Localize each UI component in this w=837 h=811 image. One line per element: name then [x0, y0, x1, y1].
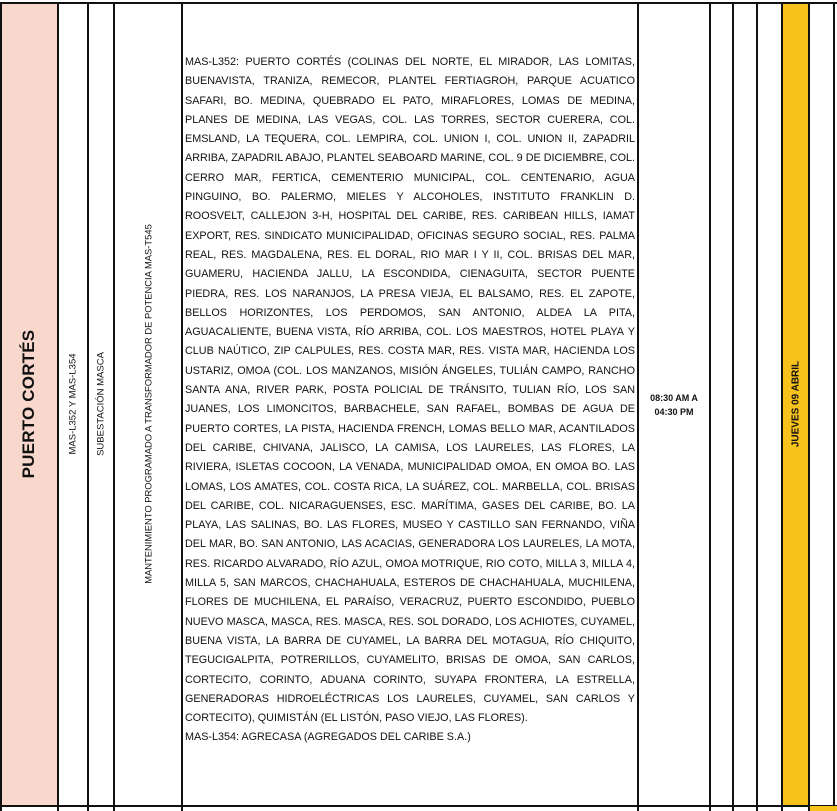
time-end: 04:30 PM — [654, 407, 694, 417]
top-border — [0, 2, 837, 4]
date-cell-next-row — [810, 806, 837, 811]
substation-label: SUBESTACIÓN MASCA — [95, 352, 107, 456]
grid-line — [87, 3, 89, 811]
grid-line — [181, 3, 183, 811]
grid-line — [0, 3, 2, 811]
circuit-l352-areas: MAS-L352: PUERTO CORTÉS (COLINAS DEL NORTE, EL MIRADOR, LAS LOMITAS, BUENAVISTA, TRANIZA, REMECOR, PLANTEL FERTIAGROH, PARQUE ACUATICO SAFARI, BO. MEDINA, QUEBRADO EL PATO, MIRAFLORES, LOMAS DE MEDINA, PLANES DE MEDINA, LAS VEGAS, COL. LAS TORRES, SECTOR CUERERA, COL. EMSLAND, LA TEQUERA, COL. LEMPIRA, COL. UNION I, COL. UNION II, ZAPADRIL ARRIBA, ZAPADRIL ABAJO, PLANTEL SEABOARD MARINE, COL. 9 DE DICIEMBRE, COL. CERRO MAR, FERTICA, CEMENTERIO MUNICIPAL, COL. CENTENARIO, AGUA PINGUINO, BO. PALERMO, MIELES Y ALCOHOLES, INSTITUTO FRANKLIN D. ROOSVELT, CALLEJON 3-H, HOSPITAL DEL CARIBE, RES. CARIBEAN HILLS, IAMAT EXPORT, RES. SINDICATO MUNICIPALIDAD, OFICINAS SEGURO SOCIAL, RES. PALMA REAL, RES. MAGDALENA, RES. EL DORAL, RIO MAR I Y II, COL. BRISAS DEL MAR, GUAMERU, HACIENDA JALLU, LA ESCONDIDA, CIENAGUITA, SECTOR PUENTE PIEDRA, RES. LOS NARANJOS, LA PRESA VIEJA, EL BALSAMO, RES. EL ZAPOTE, BELLOS HORIZONTES, LOS PERDOMOS, SAN ANTONIO, ALDEA LA PITA, AGUACALIENTE, BUENA VISTA, RÍO ARRIBA, COL. LOS MAESTROS, HOTEL PLAYA Y CLUB NAÚTICO, ZIP CALPULES, RES. COSTA MAR, RES. VISTA MAR, HACIENDA LOS USTARIZ, OMOA (COL. LOS MANZANOS, MISIÓN ÁNGELES, TULIÁN CAMPO, RANCHO SANTA ANA, RIVER PARK, POSTA POLICIAL DE TRÁNSITO, TULIAN RÍO, LOS SAN JUANES, LOS LIMONCITOS, BARBACHELE, SAN RAFAEL, BOMBAS DE AGUA DE PUERTO CORTES, LA PISTA, HACIENDA FRENCH, LOMAS BELLO MAR, ACANTILADOS DEL CARIBE, CHIVANA, JALISCO, LA CAMISA, LOS LAURELES, LAS FLORES, LA RIVIERA, ISLETAS COCOON, LA VENADA, MUNICIPALIDAD OMOA, EN OMOA BO. LAS LOMAS, LOS AMATES, COL. COSTA RICA, LA SUÁREZ, COL. MARBELLA, COL. BRISAS DEL CARIBE, COL. NICARAGUENSES, ESC. MARÍTIMA, GASES DEL CARIBE, BO. LA PLAYA, LAS SALINAS, BO. LAS FLORES, MUSEO Y CASTILLO SAN FERNANDO, VIÑA DEL MAR, BO. SAN ANTONIO, LAS ACACIAS, GENERADORA LOS LAURELES, LA MOTA, RES. RICARDO ALVARADO, RÍO AZUL, OMOA MOTRIQUE, RIO COTO, MILLA 3, MILLA 4, MILLA 5, SAN MARCOS, CHACHAHUALA, ESTEROS DE CHACHAHUALA, MUCHILENA, FLORES DE MUCHILENA, EL PARAÍSO, VERACRUZ, PUERTO ESCONDIDO, PUEBLO NUEVO MASCA, MASCA, RES. MASCA, RES. SOL DORADO, LOS ACHIOTES, CUYAMEL, BUENA VISTA, LA BARRA DE CUYAMEL, LA BARRA DEL MOTAGUA, RÍO CHIQUITO, TEGUCIGALPITA, POTRERILLOS, CUYAMELITO, BRISAS DE OMOA, SAN CARLOS, CORTECITO, CORINTO, ADUANA CORINTO, SUYAPA FRONTERA, LA ESTRELLA, GENERADORAS HIDROELÉCTRICAS LOS LAURELES, CUYAMEL, SAN CARLOS Y CORTECITO), QUIMISTÁN (EL LISTÓN, PASO VIEJO, LAS FLORES). — [185, 56, 635, 725]
empty-cell — [758, 3, 781, 805]
work-type-label: MANTENIMIENTO PROGRAMADO A TRANSFORMADOR DE POTENCIA MAS-T545 — [142, 224, 154, 584]
grid-line — [808, 3, 810, 811]
grid-line — [57, 3, 59, 811]
circuit-l354-areas: MAS-L354: AGRECASA (AGREGADOS DEL CARIBE S.A.) — [185, 731, 471, 744]
empty-cell — [712, 3, 732, 805]
time-cell — [638, 3, 710, 805]
grid-line — [113, 3, 115, 811]
region-cell — [0, 3, 57, 805]
region-label: PUERTO CORTÉS — [18, 329, 38, 479]
grid-line — [781, 3, 783, 811]
grid-line — [833, 3, 835, 811]
grid-line — [709, 3, 711, 811]
grid-line — [732, 3, 734, 811]
grid-line — [756, 3, 758, 811]
bottom-border — [0, 805, 837, 807]
affected-areas-cell — [183, 3, 638, 805]
time-start: 08:30 AM A — [650, 393, 698, 403]
affected-areas-text — [185, 53, 635, 748]
circuits-label: MAS-L352 Y MAS-L354 — [67, 353, 79, 455]
substation-cell — [89, 3, 113, 805]
work-type-cell — [115, 3, 181, 805]
empty-cell — [734, 3, 756, 805]
circuits-cell — [59, 3, 87, 805]
time-range — [638, 391, 710, 419]
date-cell — [783, 3, 808, 805]
date-label: JUEVES 09 ABRIL — [790, 360, 801, 448]
grid-line — [637, 3, 639, 811]
